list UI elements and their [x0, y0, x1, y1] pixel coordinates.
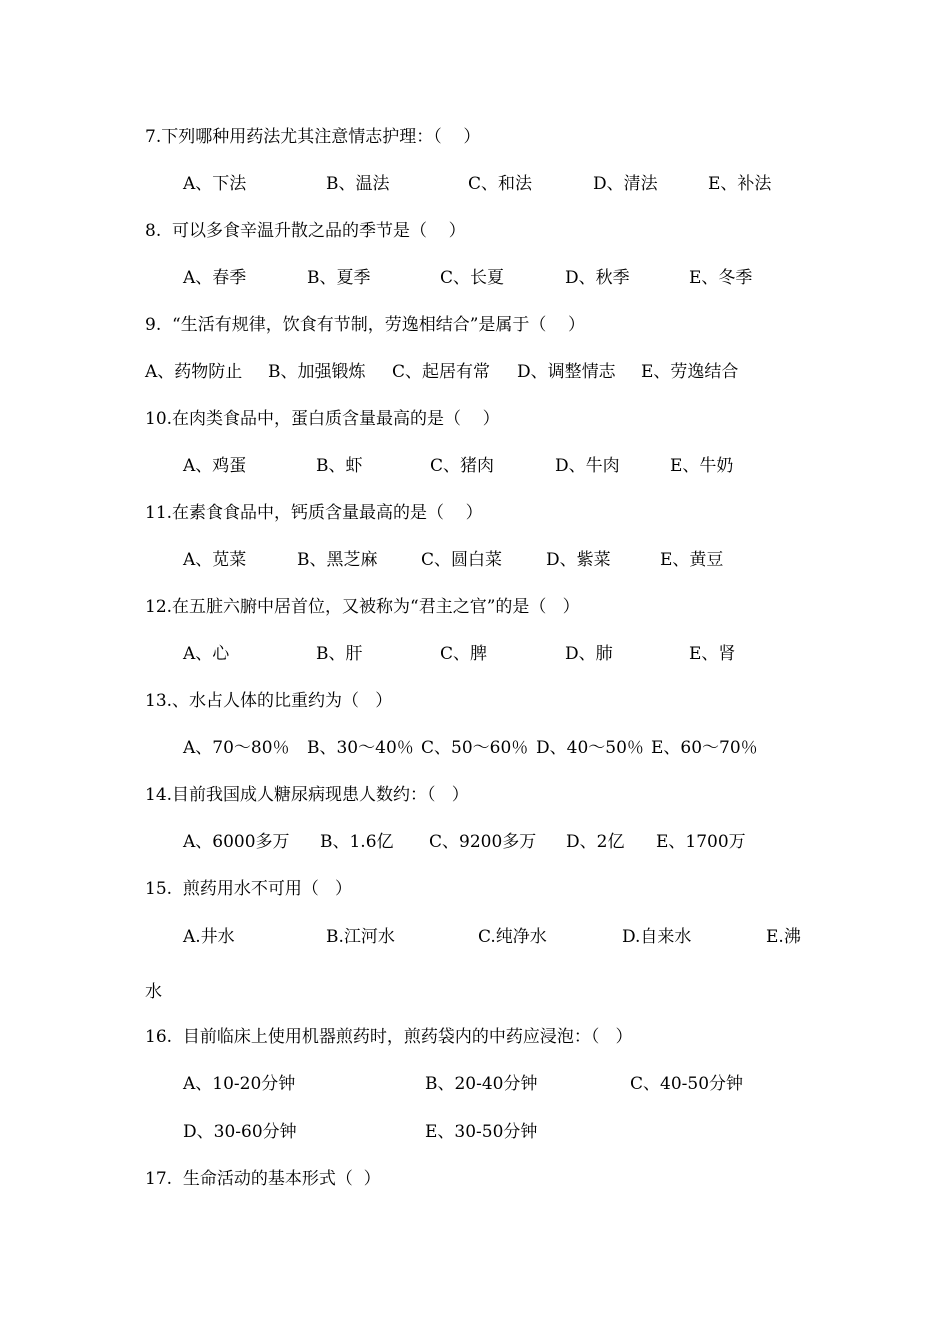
option-16c: C、40-50分钟 — [630, 1074, 744, 1094]
question-8: 8. 可以多食辛温升散之品的季节是（ ） — [145, 221, 466, 241]
option-9c: C、起居有常 — [392, 362, 491, 382]
option-12a: A、心 — [183, 644, 230, 664]
option-13a: A、70～80％ — [183, 738, 290, 758]
option-8d: D、秋季 — [565, 268, 630, 288]
option-14b: B、1.6亿 — [320, 832, 394, 852]
option-12e: E、肾 — [689, 644, 736, 664]
option-7a: A、下法 — [183, 174, 247, 194]
option-10d: D、牛肉 — [555, 456, 620, 476]
option-15c: C.纯净水 — [478, 927, 547, 947]
option-16d: D、30-60分钟 — [183, 1122, 297, 1142]
option-11e: E、黄豆 — [660, 550, 724, 570]
option-7e: E、补法 — [708, 174, 772, 194]
question-15: 15. 煎药用水不可用（ ） — [145, 879, 353, 899]
option-12d: D、肺 — [565, 644, 613, 664]
option-8e: E、冬季 — [689, 268, 753, 288]
question-16: 16. 目前临床上使用机器煎药时，煎药袋内的中药应浸泡：（ ） — [145, 1027, 633, 1047]
option-14c: C、9200多万 — [429, 832, 537, 852]
option-7b: B、温法 — [326, 174, 390, 194]
option-15d: D.自来水 — [622, 927, 692, 947]
option-9e: E、劳逸结合 — [641, 362, 739, 382]
option-14d: D、2亿 — [566, 832, 625, 852]
question-14: 14.目前我国成人糖尿病现患人数约：（ ） — [145, 785, 469, 805]
option-8a: A、春季 — [183, 268, 247, 288]
option-13d: D、40～50％ — [536, 738, 644, 758]
option-16a: A、10-20分钟 — [183, 1074, 296, 1094]
option-13c: C、50～60％ — [421, 738, 529, 758]
option-12c: C、脾 — [440, 644, 488, 664]
option-16b: B、20-40分钟 — [425, 1074, 538, 1094]
question-7: 7.下列哪种用药法尤其注意情志护理：（ ） — [145, 127, 481, 147]
option-16e: E、30-50分钟 — [425, 1122, 538, 1142]
question-12: 12.在五脏六腑中居首位，又被称为“君主之官”的是（ ） — [145, 597, 580, 617]
option-15e-continued: 水 — [145, 982, 162, 1002]
option-14a: A、6000多万 — [183, 832, 290, 852]
option-15b: B.江河水 — [326, 927, 395, 947]
option-10a: A、鸡蛋 — [183, 456, 247, 476]
option-11b: B、黑芝麻 — [297, 550, 378, 570]
question-9: 9. “生活有规律，饮食有节制，劳逸相结合”是属于（ ） — [145, 315, 586, 335]
question-11: 11.在素食食品中，钙质含量最高的是（ ） — [145, 503, 483, 523]
option-9a: A、药物防止 — [145, 362, 243, 382]
option-8b: B、夏季 — [307, 268, 371, 288]
option-12b: B、肝 — [316, 644, 363, 664]
question-13: 13.、水占人体的比重约为（ ） — [145, 691, 393, 711]
option-11c: C、圆白菜 — [421, 550, 503, 570]
option-9b: B、加强锻炼 — [268, 362, 366, 382]
option-14e: E、1700万 — [656, 832, 746, 852]
option-10c: C、猪肉 — [430, 456, 495, 476]
option-13b: B、30～40％ — [307, 738, 414, 758]
option-15e: E.沸 — [766, 927, 801, 947]
option-15a: A.井水 — [183, 927, 235, 947]
question-10: 10.在肉类食品中，蛋白质含量最高的是（ ） — [145, 409, 500, 429]
option-10e: E、牛奶 — [670, 456, 734, 476]
option-8c: C、长夏 — [440, 268, 505, 288]
option-9d: D、调整情志 — [517, 362, 616, 382]
option-7d: D、清法 — [593, 174, 658, 194]
option-11a: A、苋菜 — [183, 550, 247, 570]
option-10b: B、虾 — [316, 456, 363, 476]
question-17: 17. 生命活动的基本形式（ ） — [145, 1169, 381, 1189]
option-11d: D、紫菜 — [546, 550, 611, 570]
option-13e: E、60～70％ — [651, 738, 758, 758]
option-7c: C、和法 — [468, 174, 533, 194]
